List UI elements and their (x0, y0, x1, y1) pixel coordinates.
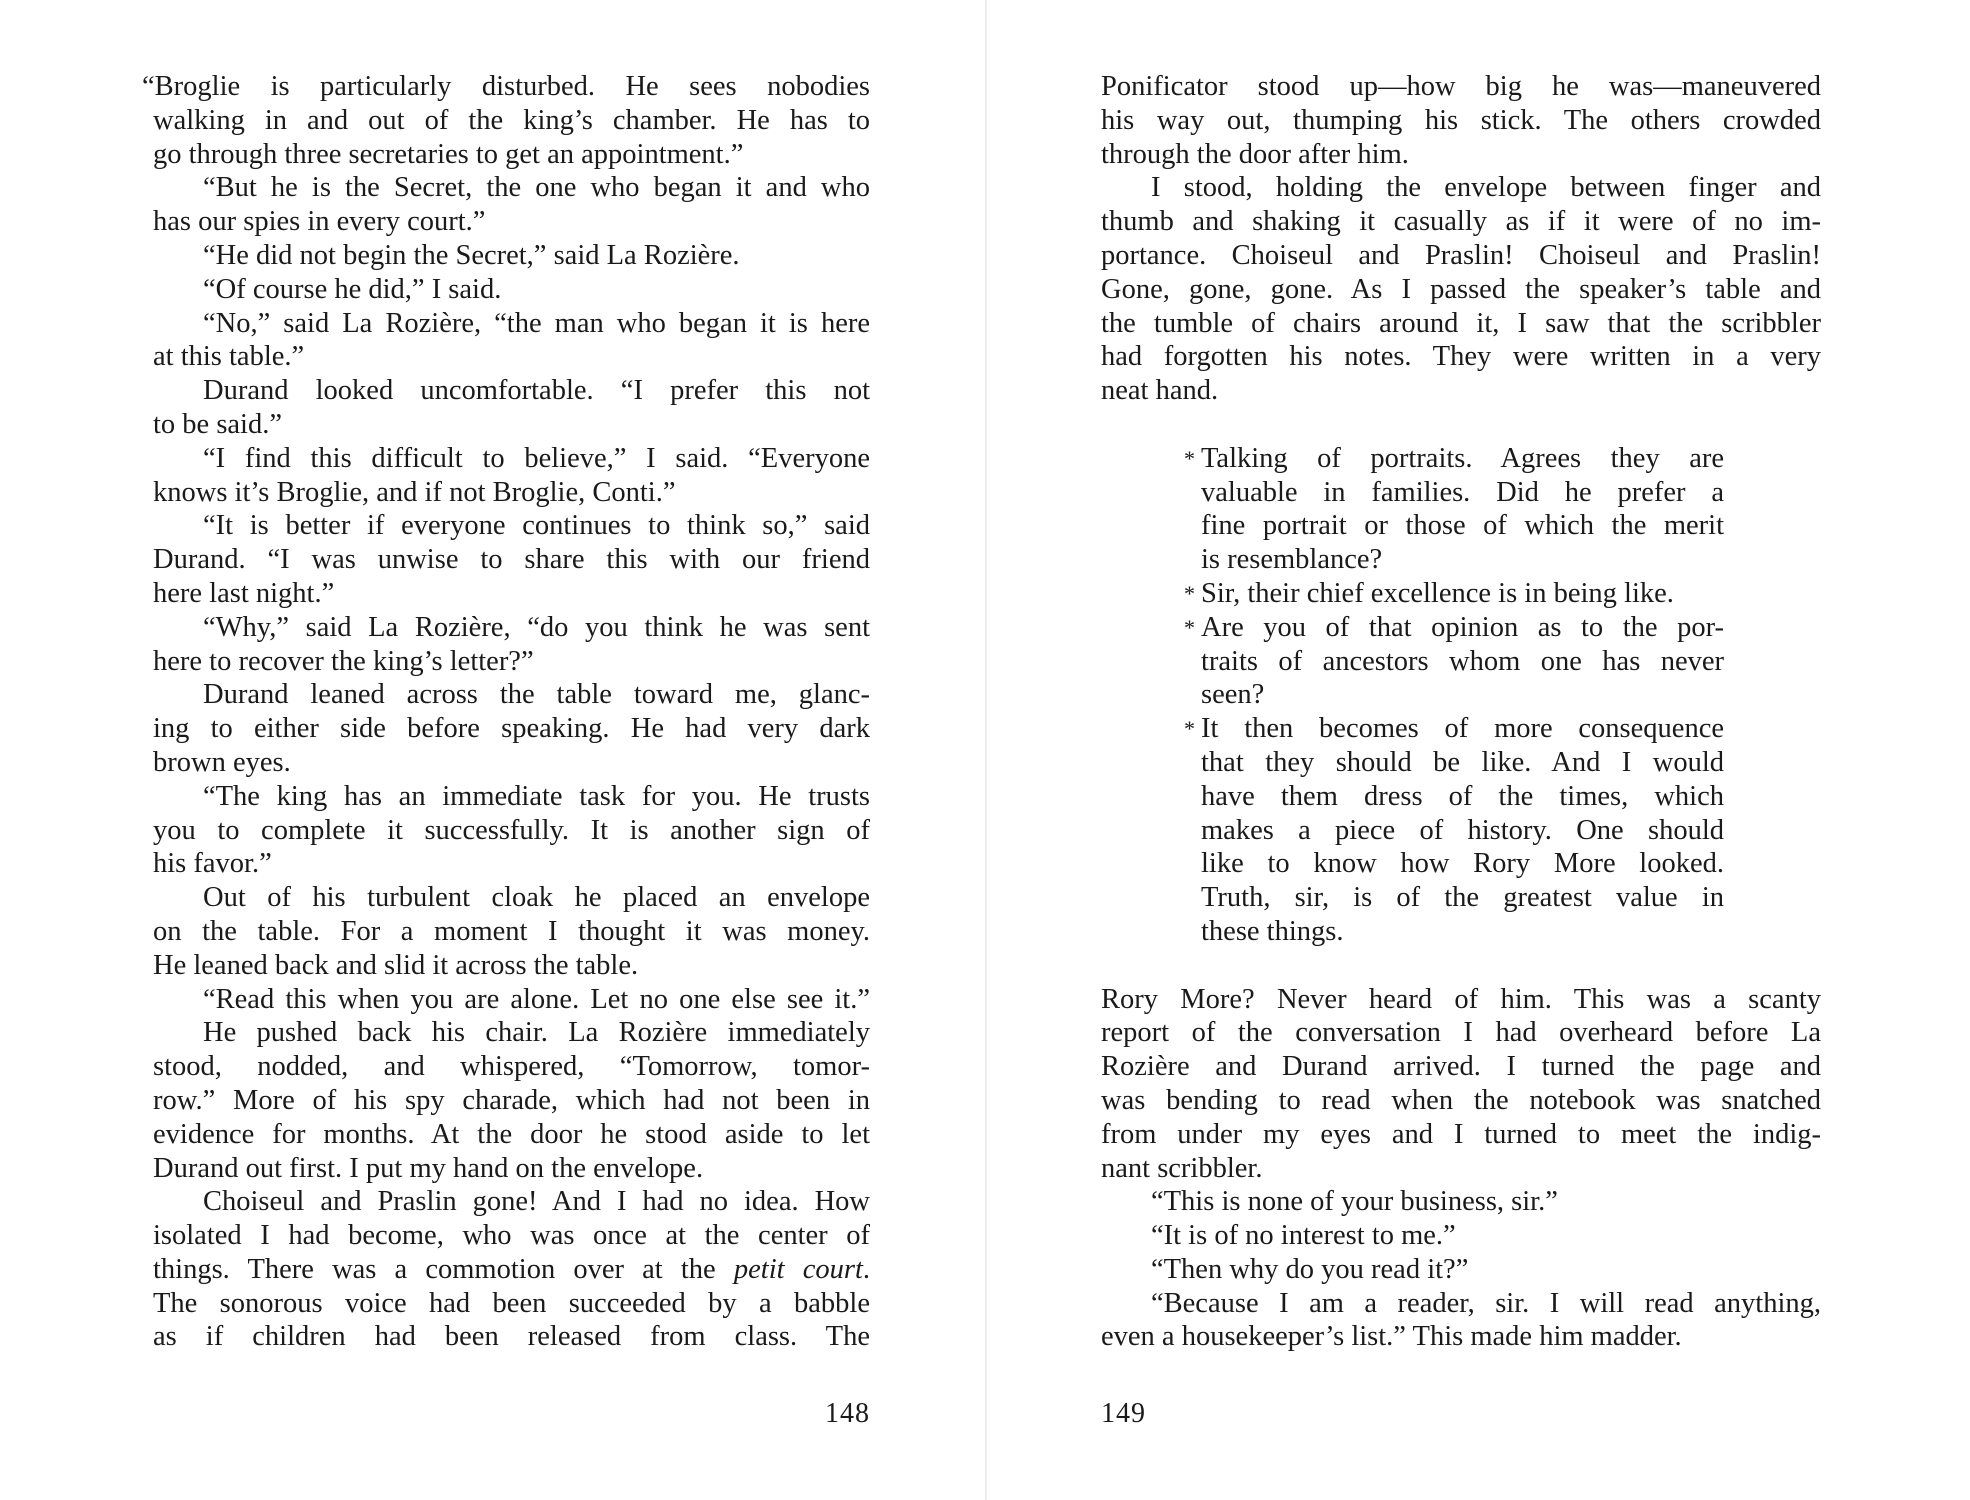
text-line-content: Rozière and Durand arrived. I turned the page and (1101, 1051, 1821, 1083)
note-line-content: seen? (1201, 679, 1265, 711)
asterisk-bullet-icon: * (1184, 614, 1195, 640)
text-line-content: I stood, holding the envelope between finger and (1151, 172, 1821, 204)
text-line (153, 138, 870, 172)
note-line (1184, 577, 1724, 611)
text-line (1101, 1219, 1821, 1253)
text-line-content: “It is better if everyone continues to think so,” said (203, 510, 870, 542)
asterisk-bullet-icon: * (1184, 716, 1195, 742)
text-line-content: brown eyes. (153, 746, 291, 778)
text-line-content: his way out, thumping his stick. The others crowded (1101, 104, 1821, 136)
text-line (153, 881, 870, 915)
note-line (1184, 611, 1724, 645)
note-entry (1184, 712, 1724, 949)
text-line (153, 374, 870, 408)
text-line-content: through the door after him. (1101, 138, 1409, 170)
text-line-content: “This is none of your business, sir.” (1151, 1186, 1558, 1218)
text-line (153, 104, 870, 138)
text-line-content: Out of his turbulent cloak he placed an envelope (203, 882, 870, 914)
text-line (153, 1219, 870, 1253)
note-line-content: is resemblance? (1201, 544, 1383, 576)
text-line-content: “It is of no interest to me.” (1151, 1220, 1456, 1252)
text-line-content: Durand leaned across the table toward me, glanc- (203, 679, 870, 711)
text-line-content: Durand. “I was unwise to share this with our friend (153, 544, 870, 576)
note-line (1184, 645, 1724, 679)
spacer (1101, 408, 1821, 442)
right-page-text (1101, 70, 1821, 1354)
text-line (153, 678, 870, 712)
text-line (153, 949, 870, 983)
text-line (153, 645, 870, 679)
text-line (153, 577, 870, 611)
note-entry (1184, 611, 1724, 712)
note-entry (1184, 577, 1724, 611)
text-line-content: row.” More of his spy charade, which had not been in (153, 1084, 870, 1116)
text-line-content: at this table.” (153, 341, 305, 373)
text-line (153, 1084, 870, 1118)
text-line (153, 408, 870, 442)
text-line (153, 205, 870, 239)
text-line-content: Choiseul and Praslin gone! And I had no idea. How (203, 1186, 870, 1218)
text-line (153, 1016, 870, 1050)
text-line (153, 476, 870, 510)
text-line-content: here last night.” (153, 577, 335, 609)
note-line-content: that they should be like. And I would (1201, 746, 1724, 778)
text-line (153, 1185, 870, 1219)
note-line-content: these things. (1201, 915, 1344, 947)
text-line (153, 1253, 870, 1287)
text-line (1101, 1185, 1821, 1219)
text-line-content: “Why,” said La Rozière, “do you think he was sent (203, 611, 870, 643)
text-line (1101, 1287, 1821, 1321)
note-line (1184, 881, 1724, 915)
text-line-content: Ponificator stood up—how big he was—maneuvered (1101, 71, 1821, 102)
text-line-content: “Then why do you read it?” (1151, 1253, 1469, 1285)
note-entry (1184, 442, 1724, 577)
note-line (1184, 746, 1724, 780)
note-line (1184, 915, 1724, 949)
text-line-content: here to recover the king’s letter?” (153, 645, 534, 677)
text-line-content: “But he is the Secret, the one who began it and who (203, 172, 870, 204)
text-line-content: his favor.” (153, 848, 272, 880)
text-line-content: Gone, gone, gone. As I passed the speaker’s table and (1101, 273, 1821, 305)
note-line-content: have them dress of the times, which (1201, 780, 1724, 812)
text-line-content: report of the conversation I had overheard before La (1101, 1017, 1821, 1049)
text-line (153, 847, 870, 881)
text-line (1101, 983, 1821, 1017)
text-line (142, 70, 870, 104)
text-line-content: walking in and out of the king’s chamber. He has to (153, 104, 870, 136)
text-line-content: neat hand. (1101, 375, 1219, 407)
note-line-content: fine portrait or those of which the merit (1201, 510, 1724, 542)
text-line-content: He leaned back and slid it across the table. (153, 949, 639, 981)
text-line-content: “Read this when you are alone. Let no one else see it.” (203, 983, 870, 1015)
text-line (1101, 273, 1821, 307)
text-line-content: “The king has an immediate task for you. He trusts (203, 780, 870, 812)
text-line-content: go through three secretaries to get an appointment.” (153, 138, 744, 170)
note-line (1184, 847, 1724, 881)
text-line-content: thumb and shaking it casually as if it were of no im- (1101, 206, 1821, 238)
text-line-content: Durand looked uncomfortable. “I prefer this not (203, 375, 870, 407)
text-line (153, 712, 870, 746)
text-line (1101, 70, 1821, 104)
text-line (153, 915, 870, 949)
text-line-content: evidence for months. At the door he stood aside to let (153, 1118, 870, 1150)
note-line-content: valuable in families. Did he prefer a (1201, 476, 1724, 508)
note-line (1184, 476, 1724, 510)
scribbler-notes (1184, 442, 1724, 949)
text-line (1101, 1050, 1821, 1084)
text-line (1101, 1152, 1821, 1186)
text-line-content: “Because I am a reader, sir. I will read anything, (1151, 1287, 1821, 1319)
note-line (1184, 509, 1724, 543)
spacer (1101, 949, 1821, 983)
text-line (153, 307, 870, 341)
right-page-paragraphs-bottom (1101, 983, 1821, 1355)
text-line-content: The sonorous voice had been succeeded by a babble (153, 1287, 870, 1319)
page-number-right: 149 (1101, 1398, 1146, 1429)
text-line (1101, 1253, 1821, 1287)
text-line-content: things. There was a commotion over at the (153, 1253, 734, 1285)
text-line (1101, 104, 1821, 138)
text-line (1101, 1016, 1821, 1050)
text-line-content: stood, nodded, and whispered, “Tomorrow, tomor- (153, 1051, 870, 1083)
text-line (1101, 239, 1821, 273)
text-line-content: Rory More? Never heard of him. This was a scanty (1101, 983, 1821, 1015)
text-line-content: nant scribbler. (1101, 1152, 1263, 1184)
text-line-content: on the table. For a moment I thought it was money. (153, 915, 870, 947)
text-line (153, 1118, 870, 1152)
note-line-content: Talking of portraits. Agrees they are (1201, 442, 1724, 474)
text-line-content: “He did not begin the Secret,” said La Rozière. (203, 239, 740, 271)
text-line (1101, 374, 1821, 408)
text-line-content: “No,” said La Rozière, “the man who began it is here (203, 307, 870, 339)
text-line (1101, 205, 1821, 239)
text-line-content: you to complete it successfully. It is another sign of (153, 814, 870, 846)
note-line (1184, 543, 1724, 577)
text-line (153, 340, 870, 374)
page-number-left: 148 (825, 1398, 870, 1429)
text-line-content: Durand out first. I put my hand on the envelope. (153, 1152, 704, 1184)
italic-phrase: petit court (733, 1253, 863, 1285)
note-line (1184, 442, 1724, 476)
note-line-content: Are you of that opinion as to the por- (1201, 611, 1724, 643)
text-line-content: was bending to read when the notebook was snatched (1101, 1084, 1821, 1116)
text-line-content: portance. Choiseul and Praslin! Choiseul and Praslin! (1101, 239, 1821, 271)
text-line (1101, 1084, 1821, 1118)
text-line (1101, 307, 1821, 341)
note-line-content: It then becomes of more consequence (1201, 713, 1724, 745)
punctuation: . (862, 1253, 870, 1285)
text-line-content: the tumble of chairs around it, I saw that the scribbler (1101, 307, 1821, 339)
text-line-content: from under my eyes and I turned to meet the indig- (1101, 1118, 1821, 1150)
text-line (153, 746, 870, 780)
text-line-content: even a housekeeper’s list.” This made him madder. (1101, 1321, 1682, 1353)
text-line-content: isolated I had become, who was once at the center of (153, 1220, 870, 1252)
right-page (987, 0, 1970, 1500)
right-page-paragraphs-top (1101, 70, 1821, 408)
text-line (153, 1320, 870, 1354)
text-line (153, 1287, 870, 1321)
text-line (1101, 1118, 1821, 1152)
note-line (1184, 678, 1724, 712)
note-line-content: like to know how Rory More looked. (1201, 848, 1724, 880)
text-line-content: ing to either side before speaking. He had very dark (153, 713, 870, 745)
text-line-content: to be said.” (153, 408, 283, 440)
text-line-content: has our spies in every court.” (153, 206, 486, 238)
text-line (1101, 340, 1821, 374)
asterisk-bullet-icon: * (1184, 445, 1195, 471)
text-line (153, 983, 870, 1017)
note-line-content: traits of ancestors whom one has never (1201, 645, 1724, 677)
text-line (153, 273, 870, 307)
text-line (153, 509, 870, 543)
note-line (1184, 814, 1724, 848)
text-line (153, 1152, 870, 1186)
note-line (1184, 712, 1724, 746)
left-page-text (142, 70, 870, 1354)
text-line (1101, 171, 1821, 205)
note-line-content: makes a piece of history. One should (1201, 814, 1724, 846)
text-line (1101, 1320, 1821, 1354)
note-line-content: Truth, sir, is of the greatest value in (1201, 882, 1724, 914)
note-line (1184, 780, 1724, 814)
text-line-content: “Of course he did,” I said. (203, 273, 502, 305)
text-line (153, 239, 870, 273)
text-line (153, 442, 870, 476)
text-line (153, 543, 870, 577)
text-line-content: as if children had been released from class. The (153, 1321, 870, 1353)
text-line (153, 171, 870, 205)
text-line (153, 780, 870, 814)
text-line-content: “I find this difficult to believe,” I said. “Everyone (203, 442, 870, 474)
text-line (153, 814, 870, 848)
text-line (153, 1050, 870, 1084)
text-line-content: “Broglie is particularly disturbed. He sees nobodies (142, 71, 870, 102)
note-line-content: Sir, their chief excellence is in being like. (1201, 577, 1674, 609)
text-line-content: had forgotten his notes. They were written in a very (1101, 341, 1821, 373)
text-line (153, 611, 870, 645)
asterisk-bullet-icon: * (1184, 580, 1195, 606)
text-line (1101, 138, 1821, 172)
text-line-content: He pushed back his chair. La Rozière immediately (203, 1017, 870, 1049)
text-line-content: knows it’s Broglie, and if not Broglie, Conti.” (153, 476, 676, 508)
